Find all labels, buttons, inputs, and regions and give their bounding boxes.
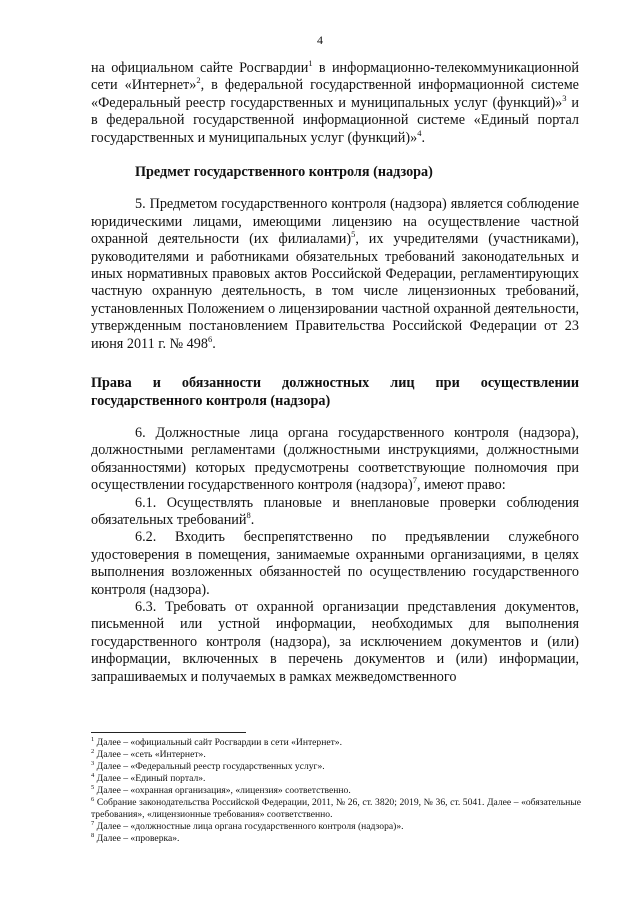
footnote-ref-5: 5 bbox=[351, 229, 356, 240]
footnotes bbox=[91, 737, 581, 845]
footnote-ref-7: 7 bbox=[412, 475, 417, 486]
footnote-6: $^6$ Собрание законодательства Российской Федерации, 2011, № 26, ст. 3820; 2019, № 36, ст. 5041. Далее – «обязательные требования», «лицензионные требования» соответственно. bbox=[91, 796, 581, 820]
paragraph-6-2: 6.2. Входить беспрепятственно по предъявлении служебного удостоверения в помещения, занимаемые охранными организациями, в целях выполнения возложенных обязанностей по осуществлению государственного контроля (надзора). bbox=[91, 529, 579, 598]
footnote-ref-4: 4 bbox=[417, 127, 422, 138]
footnote-ref-8: 8 bbox=[246, 509, 251, 520]
footnote-ref-6: 6 bbox=[207, 333, 213, 344]
paragraph-5: 5. Предметом государственного контроля (надзора) является соблюдение юридическими лицами, имеющими лицензию на осуществление частной охранной деятельности (их филиалами)$^5$, их учредителями (участниками), руководителями и работниками обязательных требований законодательных и иных нормативных правовых актов Российской Федерации, регламентирующих частную охранную деятельность, в том числе лицензионных требований, установленных Положением о лицензировании частной охранной деятельности, утвержденным постановлением Правительства Российской Федерации от 23 июня 2011 г. № $498^6$. bbox=[91, 196, 579, 352]
footnote-3: $^3$ Далее – «Федеральный реестр государственных услуг». bbox=[91, 760, 325, 772]
paragraph-6-1: 6.1. Осуществлять плановые и внеплановые проверки соблюдения обязательных требований$^8$. bbox=[91, 494, 579, 528]
footnote-separator bbox=[91, 732, 246, 733]
paragraph-6: 6. Должностные лица органа государственного контроля (надзора), должностными регламентами (должностными инструкциями, должностными обязанностями) которых предусмотрены соответствующие полномочия при осуществлении государственного контроля (надзора)$^7$, имеют право: bbox=[91, 424, 579, 494]
footnote-5: $^5$ Далее – «охранная организация», «лицензия» соответственно. bbox=[91, 784, 351, 796]
paragraph-6-3: 6.3. Требовать от охранной организации представления документов, письменной или устной информации, необходимых для выполнения государственного контроля (надзора), за исключением документов и (или) информации, включенных в перечень документов и (или) информации, запрашиваемых и получаемых в рамках межведомственного bbox=[91, 598, 579, 685]
footnote-ref-1: 1 bbox=[308, 58, 313, 68]
page-number: 4 bbox=[317, 33, 323, 47]
footnote-2: $^2$ Далее – «сеть «Интернет». bbox=[91, 748, 206, 760]
footnote-ref-3: 3 bbox=[562, 92, 567, 103]
footnote-8: $^8$ Далее – «проверка». bbox=[91, 832, 180, 844]
footnote-ref-2: 2 bbox=[196, 75, 201, 86]
section-heading-subject: Предмет государственного контроля (надзора) bbox=[135, 164, 433, 181]
paragraph-publication: на официальном сайте Росгвардии$^1$ в информационно-телекоммуникационной сети «Интернет»$^2$, в федеральной государственной информационной системе «Федеральный реестр государственных и муниципальных услуг (функций)»$^3$ и в федеральной государственной информационной системе «Единый портал государственных и муниципальных услуг (функций)»$^4$. bbox=[91, 58, 579, 146]
footnote-7: $^7$ Далее – «должностные лица органа государственного контроля (надзора)». bbox=[91, 820, 404, 832]
section-heading-rights: Права и обязанности должностных лиц при осуществлении государственного контроля (надзора) bbox=[91, 375, 579, 409]
footnote-4: $^4$ Далее – «Единый портал». bbox=[91, 772, 206, 784]
document-body bbox=[91, 60, 579, 686]
footnote-1: $^1$ Далее – «официальный сайт Росгвардии в сети «Интернет». bbox=[91, 736, 343, 748]
